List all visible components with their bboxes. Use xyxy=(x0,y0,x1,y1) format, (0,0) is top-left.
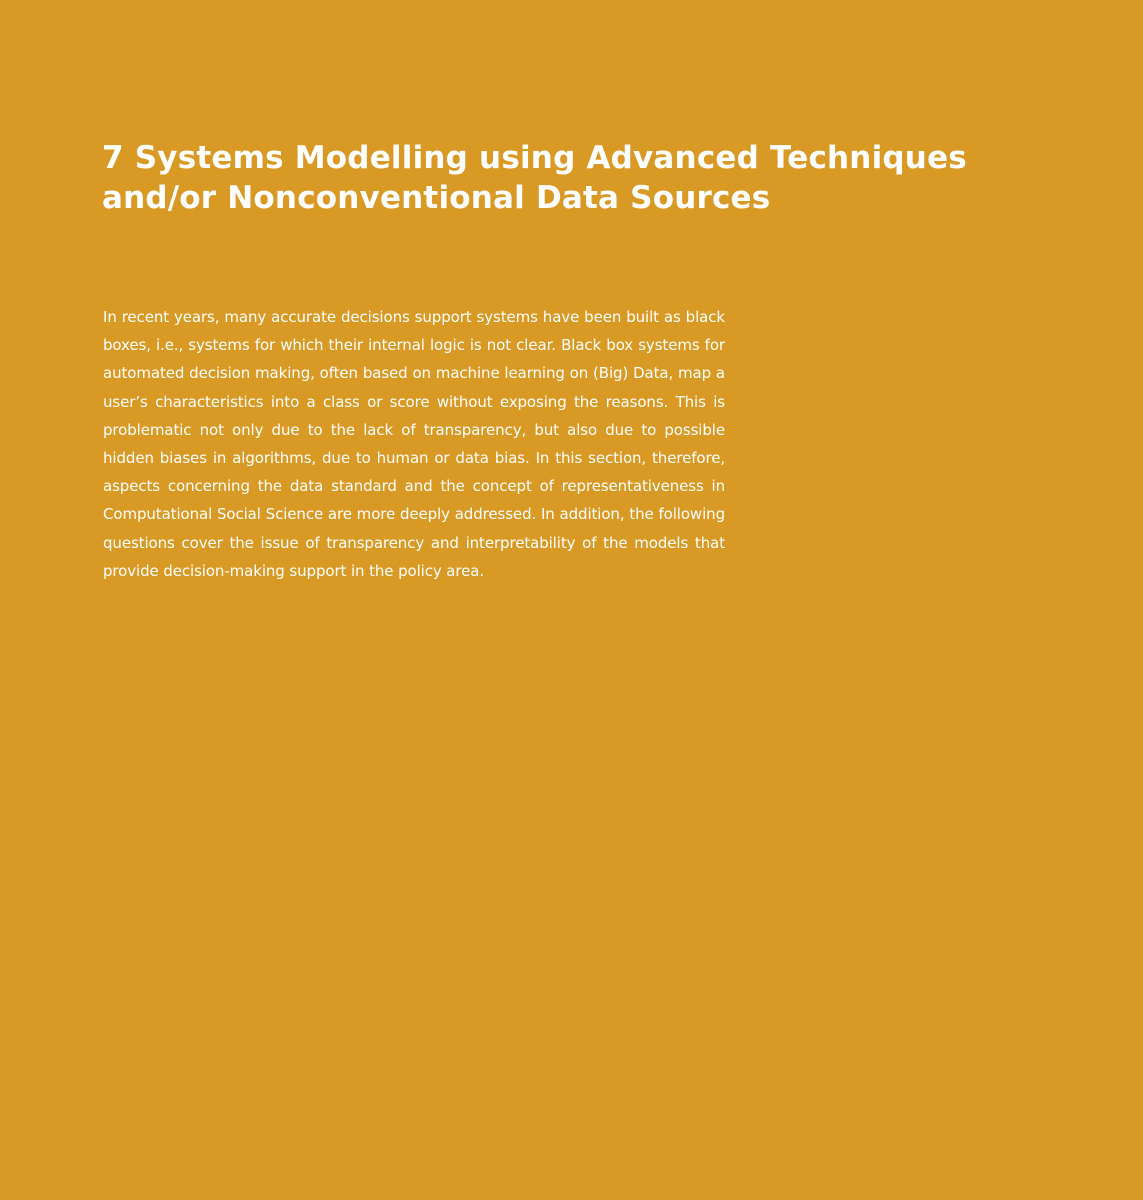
intro-paragraph: In recent years, many accurate decisions support systems have been built as black boxes, i.e., systems for which their internal logic is not clear. Black box systems for automated decision making, often based on machine learning on (Big) Data, map a user’s characteristics into a class or score without exposing the reasons. This is problematic not only due to the lack of transparency, but also due to possible hidden biases in algorithms, due to human or data bias. In this section, therefore, aspects concerning the data standard and the concept of representativeness in Computational Social Science are more deeply addressed. In addition, the following questions cover the issue of transparency and interpretability of the models that provide decision-making support in the policy area. xyxy=(103,308,725,580)
chapter-number: 7 xyxy=(102,140,124,176)
chapter-title: Systems Modelling using Advanced Techniques and/or Nonconventional Data Sources xyxy=(102,140,967,216)
chapter-heading xyxy=(102,138,1002,218)
